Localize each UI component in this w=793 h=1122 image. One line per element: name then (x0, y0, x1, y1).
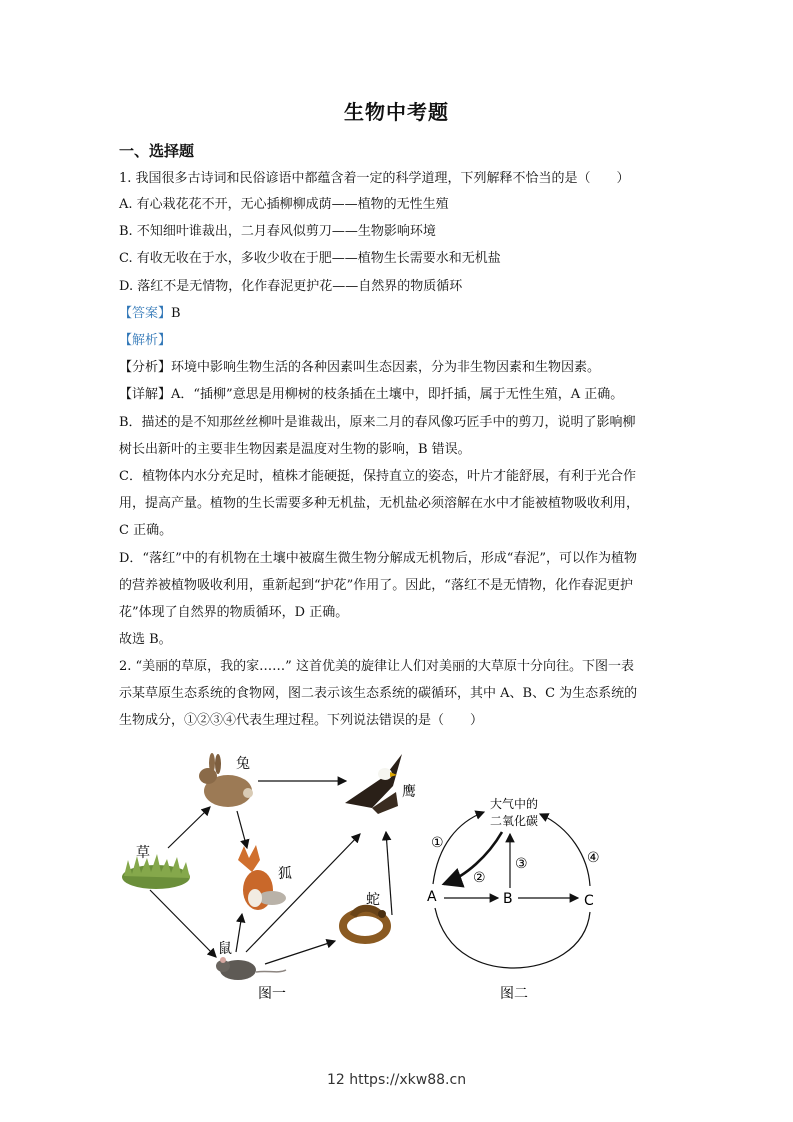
node-b: B (503, 891, 513, 907)
explain-d-1: D．“落红”中的有机物在土壤中被腐生微生物分解成无机物后，形成“春泥”，可以作为植物 (119, 551, 638, 566)
arrow-grass-rabbit (168, 807, 210, 848)
arrow-rabbit-fox (237, 811, 247, 848)
eagle-image (345, 754, 402, 814)
arrow-mouse-snake (265, 941, 335, 964)
grass-label: 草 (136, 845, 150, 861)
q1-option-b: B. 不知细叶谁裁出，二月春风似剪刀——生物影响环境 (119, 224, 436, 239)
q1-option-c: C. 有收无收在于水，多收少收在于肥——植物生长需要水和无机盐 (119, 251, 501, 266)
arrow-grass-mouse (150, 890, 216, 957)
figure2-caption: 图二 (500, 986, 528, 1002)
snake-label: 蛇 (366, 892, 380, 908)
explain-d-2: 的营养被植物吸收利用，重新起到“护花”作用了。因此，“落红不是无情物，化作春泥更护 (119, 578, 633, 593)
arrow-process-4 (540, 814, 590, 886)
xiangjie-line (119, 386, 623, 404)
explain-c-1: C．植物体内水分充足时，植株才能硬挺，保持直立的姿态，叶片才能舒展，有利于光合作 (119, 469, 636, 484)
analysis-tag: 【解析】 (119, 333, 172, 348)
page-footer: 12 https://xkw88.cn (326, 1072, 467, 1088)
q2-stem-2: 示某草原生态系统的食物网，图二表示该生态系统的碳循环，其中 A、B、C 为生态系统的 (119, 686, 638, 701)
xiangjie-text: A．“插柳”意思是用柳树的枝条插在土壤中，即扦插，属于无性生殖，A 正确。 (171, 387, 624, 402)
arrow-snake-eagle (386, 832, 392, 915)
conclusion: 故选 B。 (119, 632, 172, 647)
grass-image (122, 854, 190, 889)
node-c: C (584, 893, 594, 909)
q1-stem: 1. 我国很多古诗词和民俗谚语中都蕴含着一定的科学道理，下列解释不恰当的是（ ） (119, 171, 630, 186)
eagle-label: 鹰 (402, 784, 416, 800)
explain-b-1: B．描述的是不知那丝丝柳叶是谁裁出，原来二月的春风像巧匠手中的剪刀，说明了影响柳 (119, 415, 636, 430)
node-a: A (427, 889, 437, 905)
q2-stem-1: 2. “美丽的草原，我的家……” 这首优美的旋律让人们对美丽的大草原十分向往。下图一表 (119, 659, 634, 674)
q1-answer (119, 305, 181, 323)
co2-label-1: 大气中的 (489, 797, 539, 811)
q1-option-a: A. 有心栽花花不开，无心插柳柳成荫——植物的无性生殖 (119, 197, 449, 212)
fenxi-text: 环境中影响生物生活的各种因素叫生态因素，分为非生物因素和生物因素。 (171, 360, 601, 375)
section-heading: 一、选择题 (119, 142, 195, 160)
carbon-cycle-figure (418, 790, 618, 1006)
fenxi-tag: 【分析】 (119, 360, 172, 375)
fox-label: 狐 (278, 866, 292, 882)
process-4-label: ④ (587, 850, 600, 866)
arrow-mouse-fox (236, 914, 242, 952)
rabbit-label: 兔 (236, 756, 250, 772)
page-title: 生物中考题 (344, 100, 449, 124)
process-3-label: ③ (515, 856, 528, 872)
process-2-label: ② (473, 870, 486, 886)
q2-stem-3: 生物成分，①②③④代表生理过程。下列说法错误的是（ ） (119, 713, 484, 728)
xiangjie-tag: 【详解】 (119, 387, 172, 402)
explain-b-2: 树长出新叶的主要非生物因素是温度对生物的影响，B 错误。 (119, 442, 471, 457)
answer-value: B (171, 306, 181, 321)
fenxi-line (119, 359, 600, 377)
food-web-figure (110, 748, 430, 1008)
answer-tag: 【答案】 (119, 306, 172, 321)
mouse-label: 鼠 (218, 941, 232, 957)
co2-label-2: 二氧化碳 (489, 814, 539, 828)
q1-option-d: D. 落红不是无情物，化作春泥更护花——自然界的物质循环 (119, 279, 463, 294)
figure1-caption: 图一 (258, 986, 286, 1002)
explain-c-2: 用，提高产量。植物的生长需要多种无机盐，无机盐必须溶解在水中才能被植物吸收利用， (119, 496, 640, 511)
arc-a-c (435, 908, 590, 968)
explain-c-3: C 正确。 (119, 523, 173, 538)
explain-d-3: 花”体现了自然界的物质循环，D 正确。 (119, 605, 349, 620)
snake-image (343, 908, 387, 940)
process-1-label: ① (431, 835, 444, 851)
